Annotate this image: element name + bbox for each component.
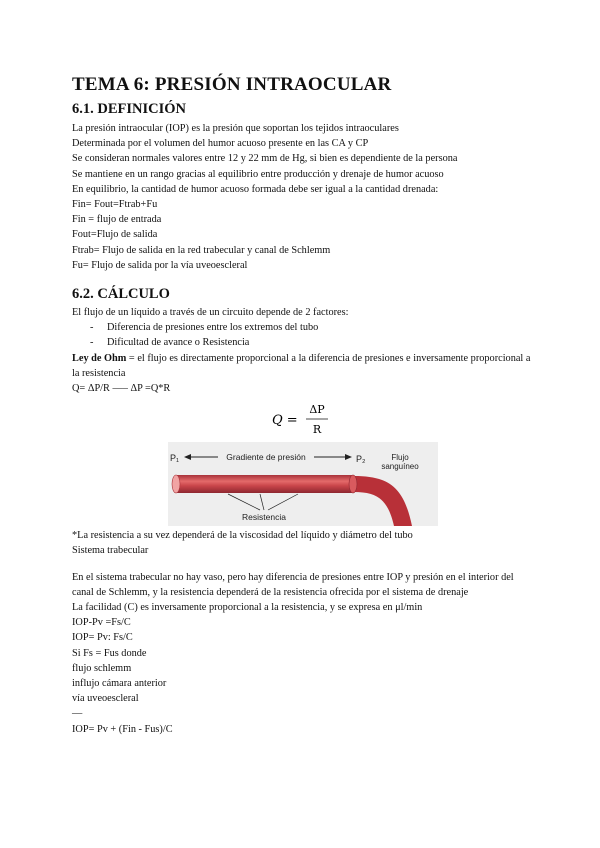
- section-heading-calculo: 6.2. CÁLCULO: [72, 286, 170, 303]
- document-title: TEMA 6: PRESIÓN INTRAOCULAR: [72, 74, 392, 95]
- ohm-law-paragraph: [72, 351, 532, 381]
- tube-end-right: [349, 475, 357, 493]
- list-item: - Dificultad de avance o Resistencia: [90, 335, 532, 350]
- pressure-gradient-diagram: [72, 442, 532, 528]
- formula-denominator: R: [312, 423, 322, 437]
- resistance-note: *La resistencia a su vez dependerá de la viscosidad del líquido y diámetro del tubo: [72, 530, 413, 542]
- tube-end-left: [172, 475, 180, 493]
- flow-equation: Fin= Fout=Ftrab+Fu: [72, 199, 158, 211]
- text-line: Determinada por el volumen del humor acuoso presente en las CA y CP: [72, 138, 369, 150]
- trabecular-title: Sistema trabecular: [72, 545, 149, 557]
- formula-block: [72, 396, 532, 442]
- factor-list: [72, 320, 532, 350]
- gradient-label: Gradiente de presión: [226, 452, 306, 463]
- list-item: - Diferencia de presiones entre los extremos del tubo: [90, 320, 532, 335]
- text-line: influjo cámara anterior: [72, 678, 167, 690]
- dash-line: —: [72, 708, 83, 720]
- ohm-law-text: = el flujo es directamente proporcional a la diferencia de presiones e inversamente proporcional a la resistencia: [72, 352, 531, 379]
- trabecular-paragraph: En el sistema trabecular no hay vaso, pero hay diferencia de presiones entre IOP y presión en el interior del canal de Schlemm, y la resistencia dependerá de la resistencia ofrecida por el sistema de drenaje: [72, 571, 514, 598]
- text-line: Si Fs = Fus donde: [72, 647, 147, 659]
- text-line: Se mantiene en un rango gracias al equilibrio entre producción y drenaje de humor acuoso: [72, 168, 444, 180]
- tube-body: [174, 475, 354, 493]
- formula-numerator: ΔP: [309, 403, 325, 417]
- formula-lhs: Q =: [272, 413, 298, 429]
- section-heading-definicion: 6.1. DEFINICIÓN: [72, 101, 186, 117]
- label-p1: P₁: [170, 453, 180, 464]
- resistance-label: Resistencia: [242, 512, 286, 523]
- text-line: Se consideran normales valores entre 12 y 22 mm de Hg, si bien es dependiente de la persona: [72, 153, 458, 165]
- document-page: [72, 74, 532, 737]
- text-line: El flujo de un líquido a través de un circuito depende de 2 factores:: [72, 307, 349, 319]
- label-p2: P₂: [356, 454, 366, 465]
- facility-line: La facilidad (C) es inversamente proporcional a la resistencia, y se expresa en μl/min: [72, 602, 423, 614]
- final-equation: IOP= Pv + (Fin - Fus)/C: [72, 723, 173, 735]
- blood-flow-label-line1: Flujo: [391, 453, 409, 463]
- equation-line: IOP= Pv: Fs/C: [72, 632, 133, 644]
- spacer: [72, 559, 532, 570]
- tube-diagram-svg: [168, 442, 438, 526]
- text-line: vía uveoescleral: [72, 693, 139, 705]
- text-line: La presión intraocular (IOP) es la presión que soportan los tejidos intraoculares: [72, 123, 399, 134]
- equation-line: IOP-Pv =Fs/C: [72, 617, 131, 629]
- text-line: En equilibrio, la cantidad de humor acuoso formada debe ser igual a la cantidad drenada:: [72, 183, 439, 195]
- text-line: Fout=Flujo de salida: [72, 229, 158, 241]
- formula-image: [272, 398, 342, 440]
- ohm-law-label: Ley de Ohm: [72, 352, 127, 364]
- text-line: Fin = flujo de entrada: [72, 214, 162, 226]
- blood-flow-label-line2: sanguíneo: [381, 462, 419, 472]
- text-line: flujo schlemm: [72, 662, 132, 674]
- text-line: Ftrab= Flujo de salida en la red trabecular y canal de Schlemm: [72, 244, 331, 256]
- text-line: Fu= Flujo de salida por la vía uveoescleral: [72, 259, 248, 271]
- ohm-formula-line: Q= ΔP/R —– ΔP =Q*R: [72, 383, 171, 395]
